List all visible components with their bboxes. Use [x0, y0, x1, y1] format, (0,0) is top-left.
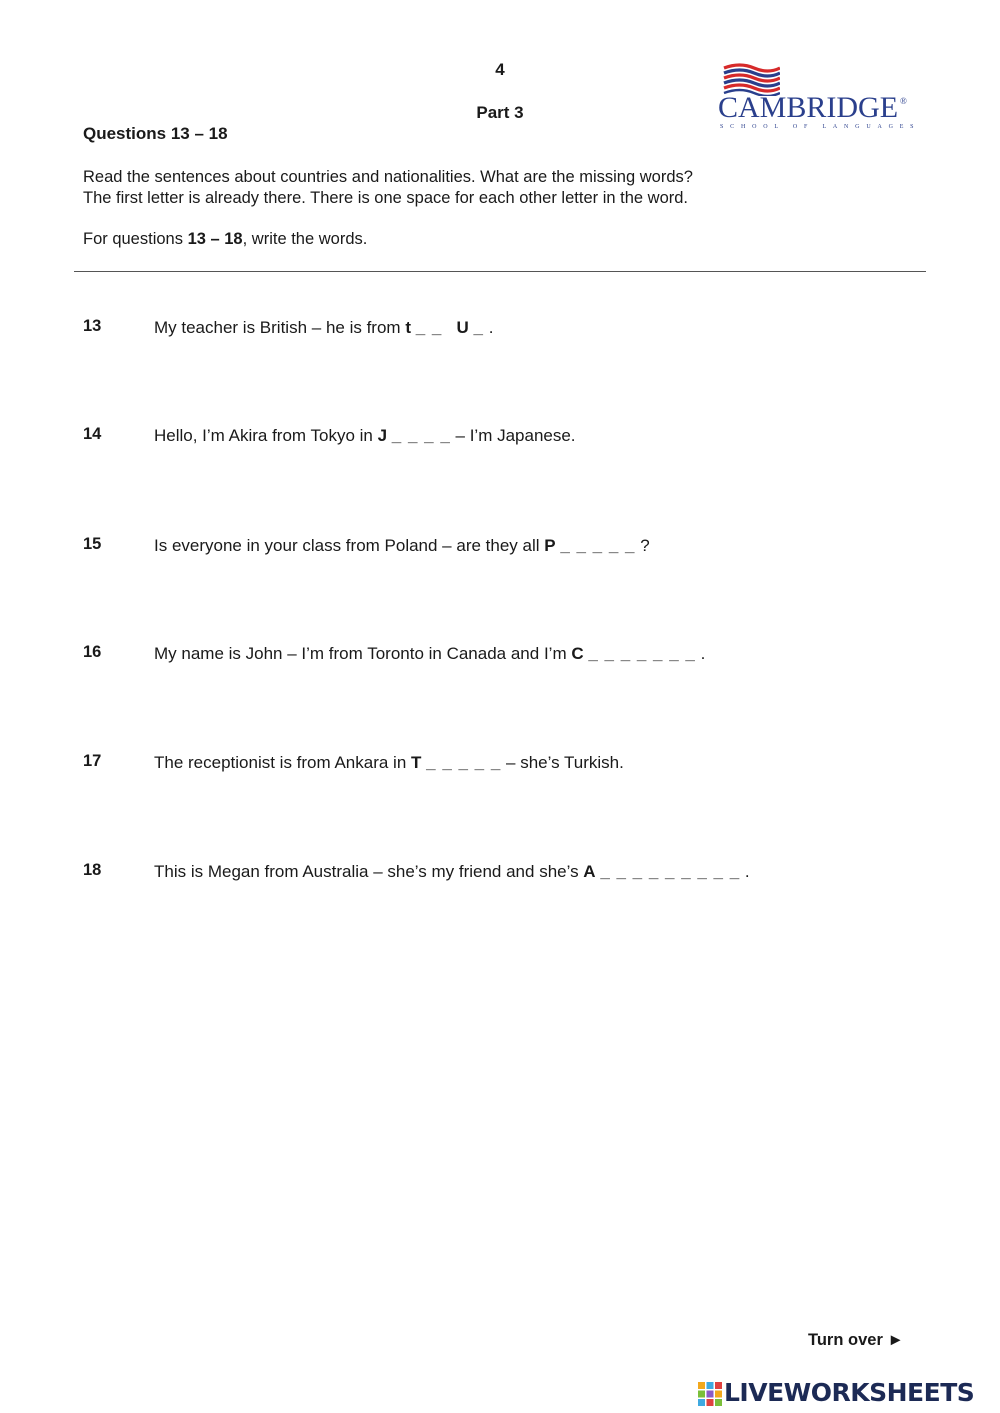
question-text-before: My name is John – I’m from Toronto in Canada and I’m — [154, 644, 572, 663]
answer-mid-letter: U — [456, 318, 469, 337]
question-text-after: . — [484, 318, 494, 337]
question-text — [154, 644, 705, 664]
question-number: 16 — [83, 643, 102, 661]
question-number: 17 — [83, 752, 102, 770]
answer-mid-blanks[interactable]: _ — [473, 318, 485, 337]
logo-subtitle: SCHOOL OF LANGUAGES — [720, 124, 921, 130]
write-instruction-prefix: For questions — [83, 230, 188, 248]
question-text-before: The receptionist is from Ankara in — [154, 753, 412, 772]
question-text — [154, 318, 493, 338]
part-title: Part 3 — [476, 103, 524, 122]
question-text — [154, 862, 750, 882]
answer-first-letter: T — [411, 753, 422, 772]
question-text-after: – I’m Japanese. — [450, 426, 576, 445]
question-number: 18 — [83, 861, 102, 879]
answer-first-letter: A — [583, 862, 596, 881]
question-text-after: . — [740, 862, 750, 881]
turn-over-label: Turn over ► — [808, 1331, 904, 1349]
answer-first-letter: t — [405, 318, 411, 337]
write-instruction — [83, 230, 367, 249]
logo-registered-mark: ® — [900, 96, 907, 106]
question-number: 15 — [83, 535, 102, 553]
instruction-line-1: Read the sentences about countries and nationalities. What are the missing words? — [83, 168, 693, 186]
question-number: 13 — [83, 317, 102, 335]
section-divider — [74, 271, 926, 272]
question-14 — [83, 425, 943, 451]
answer-first-letter: J — [377, 426, 388, 445]
liveworksheets-logo-icon — [698, 1382, 722, 1406]
answer-blanks[interactable]: _ _ _ _ _ — [560, 536, 636, 555]
question-text — [154, 753, 624, 773]
question-text-after: ? — [635, 536, 650, 555]
question-17 — [83, 752, 943, 778]
question-16 — [83, 643, 943, 669]
write-instruction-range: 13 – 18 — [187, 230, 243, 248]
question-text — [154, 426, 576, 446]
answer-blanks[interactable]: _ _ _ _ — [391, 426, 451, 445]
logo-wordmark: CAMBRIDGE — [718, 91, 899, 124]
liveworksheets-wordmark: LIVEWORKSHEETS — [724, 1378, 975, 1407]
liveworksheets-brand — [698, 1378, 998, 1412]
instructions — [83, 167, 943, 209]
cambridge-logo — [718, 62, 921, 132]
instruction-line-2: The first letter is already there. There is one space for each other letter in the word. — [83, 189, 688, 207]
question-text-after: – she’s Turkish. — [501, 753, 624, 772]
answer-first-letter: P — [544, 536, 556, 555]
question-text-before: This is Megan from Australia – she’s my friend and she’s — [154, 862, 584, 881]
answer-blanks[interactable]: _ _ — [415, 318, 443, 337]
answer-first-letter: C — [571, 644, 584, 663]
answer-blanks[interactable]: _ _ _ _ _ — [426, 753, 502, 772]
question-text-before: My teacher is British – he is from — [154, 318, 406, 337]
question-text-before: Is everyone in your class from Poland – are they all — [154, 536, 545, 555]
questions-heading: Questions 13 – 18 — [83, 124, 228, 143]
question-13 — [83, 317, 943, 343]
write-instruction-suffix: , write the words. — [242, 230, 368, 248]
page-number: 4 — [495, 60, 505, 79]
answer-blanks[interactable]: _ _ _ _ _ _ _ _ _ — [600, 862, 741, 881]
question-text — [154, 536, 650, 556]
question-18 — [83, 861, 943, 887]
question-number: 14 — [83, 425, 102, 443]
answer-blanks[interactable]: _ _ _ _ _ _ _ — [588, 644, 696, 663]
question-15 — [83, 535, 943, 561]
question-text-after: . — [695, 644, 706, 663]
question-text-before: Hello, I’m Akira from Tokyo in — [154, 426, 378, 445]
